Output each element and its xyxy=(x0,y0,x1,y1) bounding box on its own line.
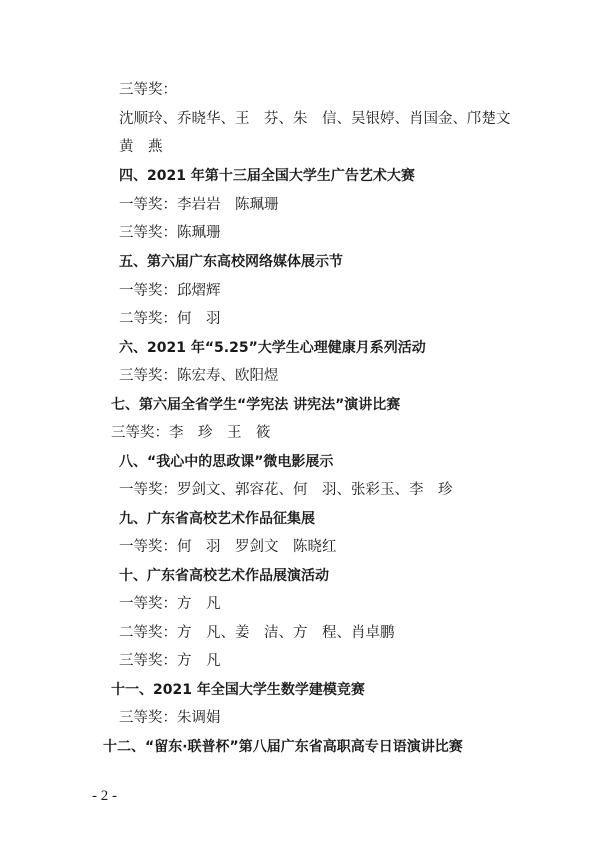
award-names: 沈顺玲、乔晓华、王 芬、朱 信、吴银婷、肖国金、邝楚文 xyxy=(119,111,511,127)
award-line: 一等奖：李岩岩 陈珮珊 xyxy=(119,197,279,213)
award-line: 一等奖：何 羽 罗剑文 陈晓红 xyxy=(119,539,337,555)
section-heading-12: 十二、“留东·联普杯”第八届广东省高职高专日语演讲比赛 xyxy=(103,739,463,755)
award-line: 三等奖：方 凡 xyxy=(119,653,221,669)
section-heading-11: 十一、2021 年全国大学生数学建模竞赛 xyxy=(111,682,365,698)
award-third-label: 三等奖： xyxy=(119,82,177,98)
section-heading-10: 十、广东省高校艺术作品展演活动 xyxy=(119,568,329,584)
award-line: 一等奖：邱熠辉 xyxy=(119,283,221,299)
award-names: 黄 燕 xyxy=(119,139,163,155)
section-heading-4: 四、2021 年第十三届全国大学生广告艺术大赛 xyxy=(119,168,415,184)
award-line: 三等奖：李 珍 王 筱 xyxy=(111,425,271,441)
award-line: 三等奖：朱调娟 xyxy=(119,710,221,726)
award-line: 二等奖：方 凡、姜 洁、方 程、肖卓鹏 xyxy=(119,625,395,641)
section-heading-5: 五、第六届广东高校网络媒体展示节 xyxy=(119,254,343,270)
award-line: 二等奖：何 羽 xyxy=(119,311,221,327)
page-number: - 2 - xyxy=(92,788,117,804)
award-line: 三等奖：陈珮珊 xyxy=(119,225,221,241)
section-heading-8: 八、“我心中的思政课”微电影展示 xyxy=(119,454,334,470)
award-line: 一等奖：罗剑文、郭容花、何 羽、张彩玉、李 珍 xyxy=(119,482,453,498)
award-line: 一等奖：方 凡 xyxy=(119,596,221,612)
section-heading-6: 六、2021 年“5.25”大学生心理健康月系列活动 xyxy=(119,340,426,356)
award-line: 三等奖：陈宏寿、欧阳煜 xyxy=(119,368,279,384)
section-heading-9: 九、广东省高校艺术作品征集展 xyxy=(119,511,315,527)
section-heading-7: 七、第六届全省学生“学宪法 讲宪法”演讲比赛 xyxy=(111,397,401,413)
